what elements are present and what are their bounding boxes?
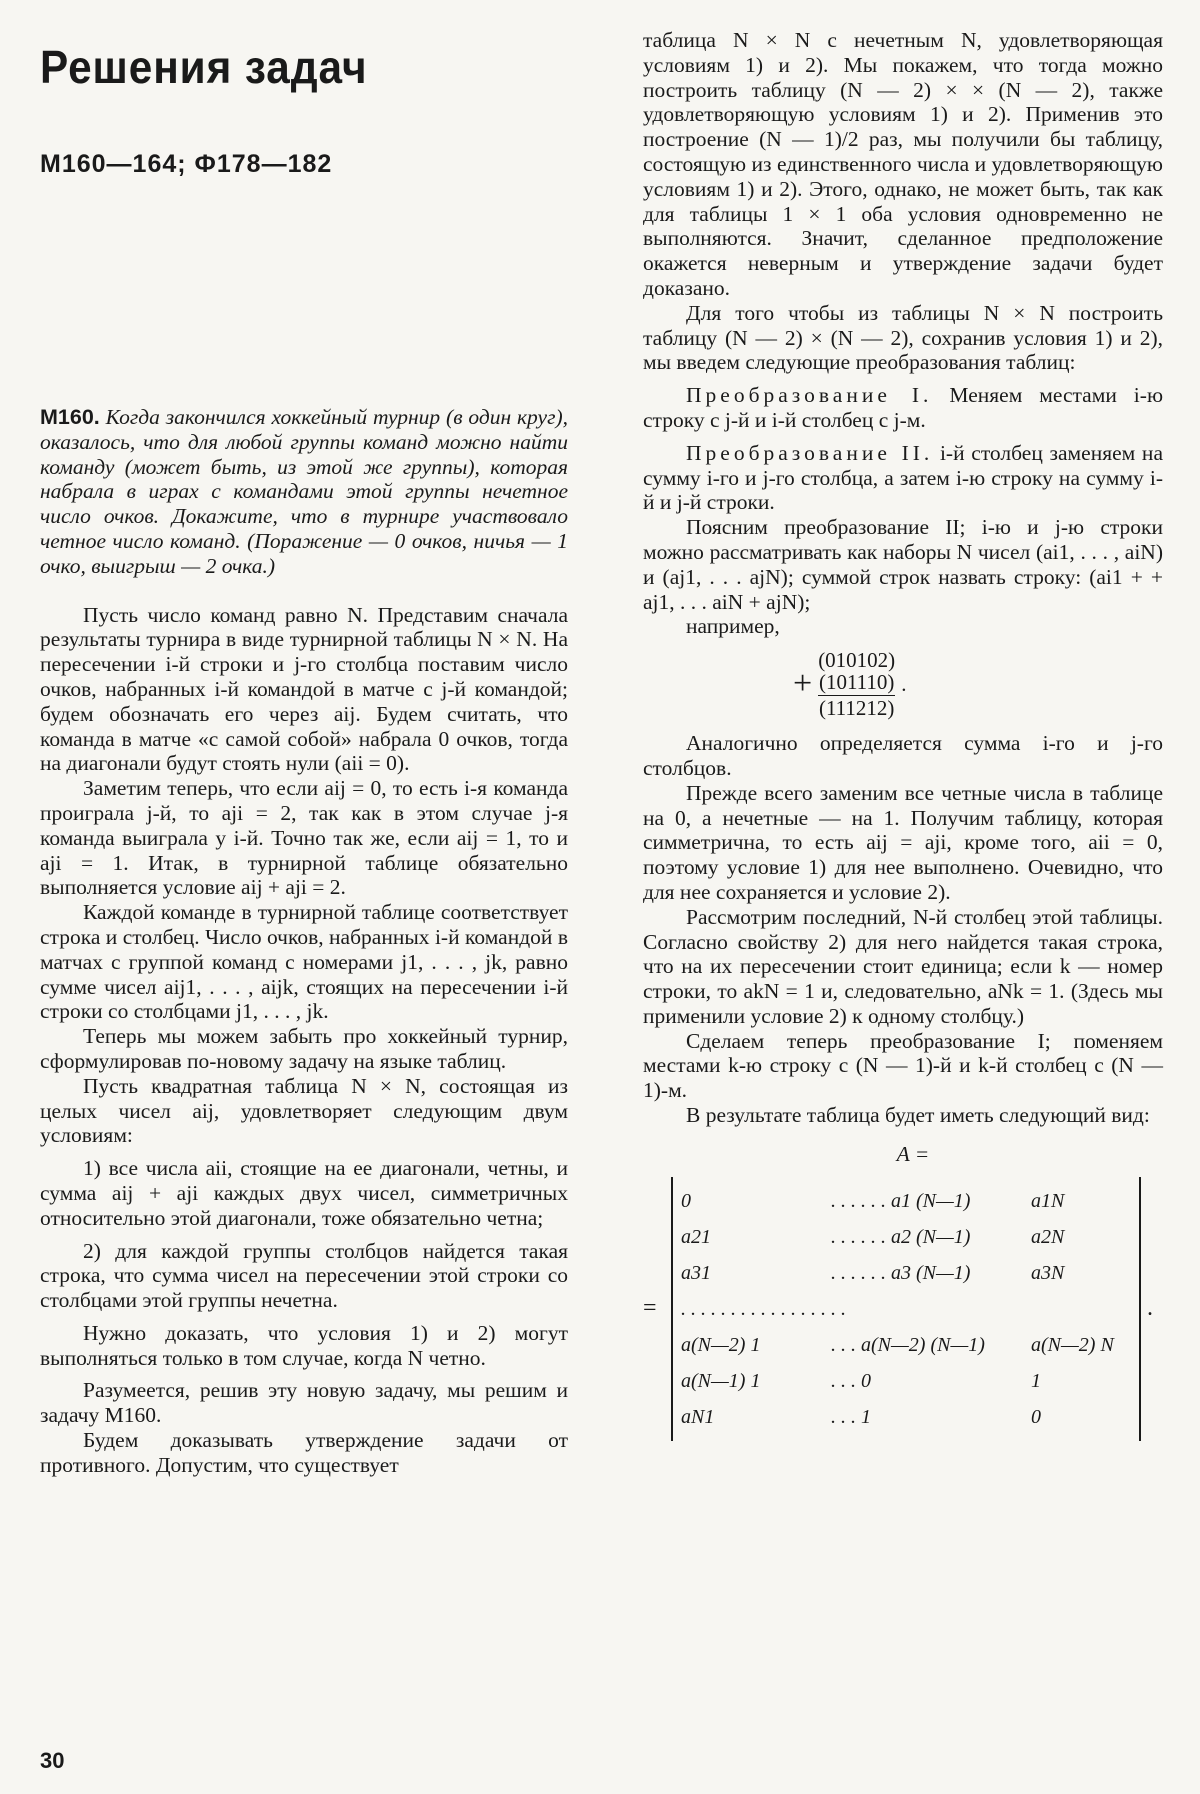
matrix-end-dot: .	[1147, 1295, 1153, 1322]
paragraph: Разумеется, решив эту новую задачу, мы решим и задачу М160.	[40, 1378, 568, 1428]
paragraph: таблица N × N с нечетным N, удовлетворяющая условиям 1) и 2). Мы покажем, что тогда можно построить таблицу (N — 2) × × (N — 2), также удовлетворяющую условиям 1) и 2). Применив это построение (N — 1)/2 раз, мы получили бы таблицу, состоящую из единственного числа и удовлетворяющую условиям 1) и 2). Этого, однако, не может быть, так как для таблицы 1 × 1 оба условия одновременно не выполняются. Значит, сделанное предположение окажется неверным и утверждение задачи будет доказано.	[643, 28, 1163, 300]
paragraph: Заметим теперь, что если aij = 0, то есть i-я команда проиграла j-й, то aji = 2, так как в этом случае j-я команда выиграла у i-й. Точно так же, если aij = 1, то и aji = 1. Итак, в турнирной таблице обязательно выполняется условие aij + aji = 2.	[40, 776, 568, 900]
condition-1: 1) все числа aii, стоящие на ее диагонали, четны, и сумма aij + aji каждых двух чисел, симметричных относительно этой диагонали, тоже обязательно четна;	[40, 1156, 568, 1230]
matrix-cell: 1	[1031, 1369, 1041, 1392]
page-number: 30	[40, 1748, 65, 1773]
right-column	[643, 28, 1163, 1441]
matrix-row	[681, 1291, 1131, 1327]
sum-rows	[818, 649, 895, 719]
sum-result: (111212)	[818, 696, 895, 721]
matrix-row	[681, 1219, 1131, 1255]
paragraph: Прежде всего заменим все четные числа в таблице на 0, а нечетные — на 1. Получим таблицу, которая симметрична, то есть aij = aji, кроме того, aii = 0, поэтому условие 1) для нее выполнено. Очевидно, что для нее сохраняется и условие 2).	[643, 780, 1163, 904]
transformation-1	[643, 383, 1163, 433]
condition-2: 2) для каждой группы столбцов найдется такая строка, что сумма чисел на пересечении этой строки со столбцами этой группы нечетна.	[40, 1238, 568, 1313]
matrix-cell: a2N	[1031, 1225, 1065, 1248]
paragraph: Нужно доказать, что условия 1) и 2) могут выполняться только в том случае, когда N четно.	[40, 1320, 568, 1370]
matrix-cell: a(N—2) 1	[681, 1333, 761, 1356]
matrix-block	[643, 1177, 1163, 1441]
transformation-2-text: i-й столбец заменяем на сумму i-го и j-го столбца, а затем i-ю строку на сумму i-й и j-й строки.	[643, 440, 1163, 515]
matrix-row	[681, 1255, 1131, 1291]
matrix-row	[681, 1363, 1131, 1399]
matrix-row	[681, 1183, 1131, 1219]
matrix	[671, 1177, 1141, 1441]
transformation-2-label: Преобразование II.	[686, 440, 934, 465]
matrix-cell: a3N	[1031, 1261, 1065, 1284]
matrix-cell: a21	[681, 1225, 711, 1248]
paragraph: Будем доказывать утверждение задачи от противного. Допустим, что существует	[40, 1428, 568, 1477]
matrix-cell: a1N	[1031, 1189, 1065, 1212]
paragraph: Поясним преобразование II; i-ю и j-ю строки можно рассматривать как наборы N чисел (ai1, . . . , aiN) и (aj1, . . . ajN); суммой строк назвать строку: (ai1 + + aj1, . . . aiN + ajN);	[643, 515, 1163, 614]
sum-row: (101110)	[818, 670, 895, 695]
page-title: Решения задач	[40, 41, 368, 93]
paragraph: Аналогично определяется сумма i-го и j-го столбцов.	[643, 731, 1163, 780]
transformation-2	[643, 441, 1163, 515]
matrix-label: A =	[896, 1141, 930, 1166]
paragraph: например,	[686, 614, 780, 639]
matrix-cell: a(N—1) 1	[681, 1369, 761, 1392]
matrix-cell: a31	[681, 1261, 711, 1284]
problem-number: М160.	[40, 405, 100, 429]
matrix-row	[681, 1327, 1131, 1363]
paragraph: Теперь мы можем забыть про хоккейный турнир, сформулировав по-новому задачу на языке таблиц.	[40, 1024, 568, 1073]
transformation-1-label: Преобразование I.	[686, 383, 933, 408]
paragraph: В результате таблица будет иметь следующий вид:	[686, 1103, 1150, 1128]
plus-sign: +	[793, 665, 813, 703]
matrix-cell: 0	[1031, 1405, 1041, 1428]
matrix-cell: 0	[681, 1189, 691, 1212]
paragraph: Пусть квадратная таблица N × N, состоящая из целых чисел aij, удовлетворяет следующим двум условиям:	[40, 1073, 568, 1148]
sum-row: (010102)	[818, 648, 896, 673]
problem-statement-text: Когда закончился хоккейный турнир (в один круг), оказалось, что для любой группы команд можно найти команду (может быть, из этой же группы), которая набрала в играх с командами этой группы нечетное число очков. Докажите, что в турнире участвовало четное число команд. (Поражение — 0 очков, ничья — 1 очко, выигрыш — 2 очка.)	[40, 405, 568, 578]
problem-statement	[40, 405, 568, 579]
matrix-cell: . . . . . . a1 (N—1)	[831, 1189, 971, 1212]
left-column	[40, 405, 568, 1478]
matrix-cell: . . . . . . a3 (N—1)	[831, 1261, 971, 1284]
matrix-cell: . . . . . . . . . . . . . . . . .	[681, 1297, 846, 1320]
matrix-cell: . . . . . . a2 (N—1)	[831, 1225, 971, 1248]
transformation-1-text: Меняем местами i-ю строку с j-й и i-й столбец с j-м.	[643, 383, 1164, 432]
matrix-cell: . . . a(N—2) (N—1)	[831, 1333, 985, 1356]
page-subtitle: М160—164; Ф178—182	[40, 150, 333, 178]
equals-sign: =	[643, 1295, 657, 1322]
paragraph: Сделаем теперь преобразование I; поменяем местами k-ю строку с (N — 1)-й и k-й столбец с (N — 1)-м.	[643, 1028, 1163, 1103]
paragraph: Каждой команде в турнирной таблице соответствует строка и столбец. Число очков, набранных i-й командой в матчах с группой команд с номерами j1, . . . , jk, равно сумме чисел aij1, . . . , aijk, стоящих на пересечении i-й строки со столбцами j1, . . . , jk.	[40, 900, 568, 1024]
row-sum-example: + (010102) (101110) (111212) .	[793, 648, 907, 721]
paragraph: Рассмотрим последний, N-й столбец этой таблицы. Согласно свойству 2) для него найдется такая строка, что на их пересечении стоит единица; если k — номер строки, то akN = 1 и, следовательно, aNk = 1. (Здесь мы применили условие 2) к одному столбцу.)	[643, 904, 1163, 1028]
matrix-row	[681, 1399, 1131, 1435]
matrix-cell: a(N—2) N	[1031, 1333, 1114, 1356]
matrix-cell: aN1	[681, 1405, 715, 1428]
paragraph: Пусть число команд равно N. Представим сначала результаты турнира в виде турнирной таблицы N × N. На пересечении i-й строки и j-го столбца поставим число очков, набранных i-й командой в матче с j-й командой; будем обозначать его через aij. Будем считать, что команда в матче «с самой собой» набрала 0 очков, тогда на диагонали будут стоять нули (aii = 0).	[40, 602, 568, 776]
matrix-cell: . . . 0	[831, 1369, 871, 1392]
matrix-cell: . . . 1	[831, 1405, 871, 1428]
matrix-cell	[1031, 1291, 1131, 1327]
paragraph: Для того чтобы из таблицы N × N построить таблицу (N — 2) × (N — 2), сохранив условия 1) и 2), мы введем следующие преобразования таблиц:	[643, 300, 1163, 375]
matrix-cell	[831, 1291, 1031, 1327]
